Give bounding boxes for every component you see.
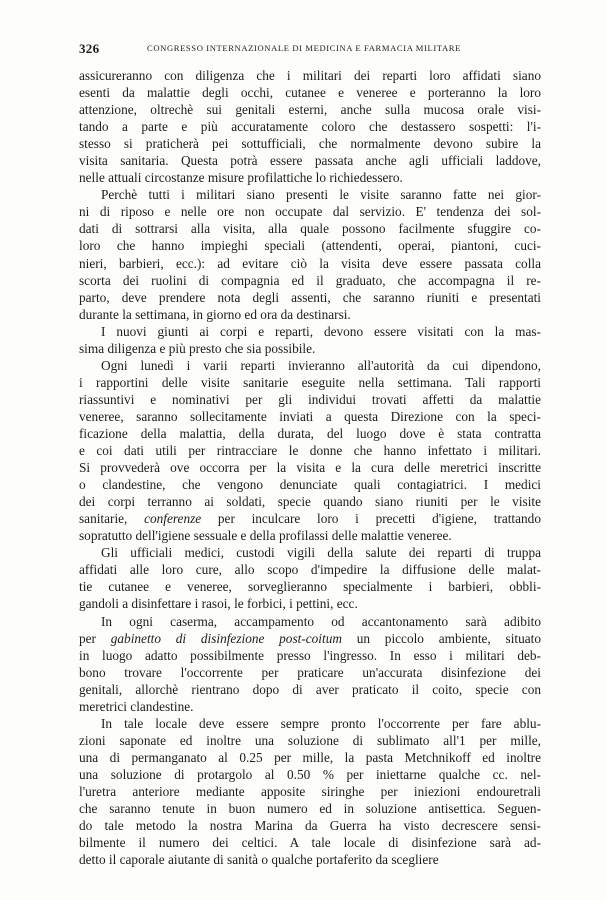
- paragraph: [79, 544, 541, 612]
- text-line: In tale locale deve essere sempre pronto l'occorrente per fare ablu-: [101, 715, 541, 731]
- text-line: bono trovare l'occorrente per praticare un'accurata disinfezione dei: [79, 664, 541, 680]
- text-line: o clandestine, che vengono denunciate quali contagiatrici. I medici: [79, 477, 541, 493]
- paragraph: [79, 186, 541, 322]
- text-line: assicureranno con diligenza che i militari dei reparti loro affidati siano: [79, 68, 541, 83]
- text-line: dati di sottrarsi alla visita, alla quale possono facilmente sfuggire co-: [79, 221, 541, 237]
- text-line: bilmente il numero dei celtici. A tale locale di disinfezione sarà ad-: [79, 835, 541, 851]
- text-line: sanitarie, conferenze per inculcare loro i precetti d'igiene, trattando: [79, 511, 541, 527]
- text-line: Si provvederà ove occorra per la visita e la cura delle meretrici inscritte: [79, 460, 541, 476]
- paragraph: [79, 357, 541, 545]
- paragraph: [79, 715, 541, 868]
- text-line: e coi dati utili per rintracciare le donne che hanno infettato i militari.: [79, 443, 541, 459]
- text-line: loro che hanno impieghi speciali (attendenti, operai, piantoni, cuci-: [79, 238, 541, 254]
- text-line: affidati alle loro cure, allo scopo d'impedire la diffusione delle malat-: [79, 562, 541, 578]
- text-line: i rapportini delle visite sanitarie eseguite nella settimana. Tali rapporti: [79, 374, 541, 390]
- text-line: zioni saponate ed inoltre una soluzione di sublimato all'1 per mille,: [79, 732, 541, 748]
- text-line: che saranno tenute in buon numero ed in soluzione antisettica. Seguen-: [79, 801, 541, 817]
- text-line: dei corpi terranno ai soldati, specie quando siano riuniti per le visite: [79, 494, 541, 510]
- text-line: detto il caporale aiutante di sanità o qualche portaferito da scegliere: [79, 852, 439, 868]
- text-line: I nuovi giunti ai corpi e reparti, devono essere visitati con la mas-: [101, 323, 541, 339]
- text-line: gandoli a disinfettare i rasoi, le forbici, i pettini, ecc.: [79, 596, 358, 612]
- text-line: una soluzione di protargolo al 0.50 % per iniettarne qualche cc. nel-: [79, 766, 541, 782]
- text-line: ni di riposo e nelle ore non occupate dal servizio. E' tendenza dei sol-: [79, 204, 541, 220]
- text-line: parto, deve prendere nota degli assenti, che saranno riuniti e presentati: [79, 289, 541, 305]
- paragraph: [79, 613, 541, 715]
- text-line: sopratutto dell'igiene sessuale e della profilassi delle malattie veneree.: [79, 528, 452, 544]
- text-line: l'uretra anteriore mediante apposite siringhe per iniezioni endouretrali: [79, 783, 541, 799]
- text-line: scorta dei ruolini di compagnia ed il graduato, che accompagna il re-: [79, 272, 541, 288]
- body-text: [79, 67, 541, 868]
- text-line: sima diligenza e più presto che sia possibile.: [79, 340, 316, 356]
- text-line: attenzione, oltrechè sui genitali esterni, anche sulla mucosa orale visi-: [79, 102, 541, 118]
- text-line: genitali, allorchè rientrano dopo di aver praticato il coito, specie con: [79, 681, 541, 697]
- page-number: 326: [79, 41, 100, 56]
- running-title: CONGRESSO INTERNAZIONALE DI MEDICINA E FARMACIA MILITARE: [147, 43, 461, 53]
- text-line: una di permanganato al 0.25 per mille, la pasta Metchnikoff ed inoltre: [79, 749, 541, 765]
- text-line: Ogni lunedì i varii reparti invieranno all'autorità da cui dipendono,: [101, 357, 541, 373]
- text-line: Gli ufficiali medici, custodi vigili della salute dei reparti di truppa: [101, 545, 541, 561]
- running-head: [79, 41, 541, 57]
- text-line: Perchè tutti i militari siano presenti le visite saranno fatte nei gior-: [101, 187, 541, 203]
- text-line: visita sanitaria. Questa potrà essere passata anche agli ufficiali laddove,: [79, 153, 541, 169]
- paragraph: [79, 323, 541, 357]
- text-line: meretrici clandestine.: [79, 698, 194, 714]
- text-line: durante la settimana, in giorno ed ora da destinarsi.: [79, 306, 351, 322]
- text-line: riassuntivi e nominativi per gli individui trovati affetti da malattie: [79, 391, 541, 407]
- text-line: ficazione della malattia, della durata, del luogo dove è stata contratta: [79, 425, 541, 441]
- text-line: esenti da malattie degli occhi, cutanee e veneree e porteranno la loro: [79, 85, 541, 101]
- text-line: per gabinetto di disinfezione post-coitum un piccolo ambiente, situato: [79, 630, 541, 646]
- italic-phrase: gabinetto di disinfezione post-coitum: [110, 630, 342, 646]
- text-line: nieri, barbieri, ecc.): ad evitare ciò la visita deve essere passata colla: [79, 255, 541, 271]
- text-line: tando a parte e più accuratamente coloro che destassero sospetti: l'i-: [79, 119, 541, 135]
- paragraph: [79, 67, 541, 186]
- text-line: do tale metodo la nostra Marina da Guerra ha visto decrescere sensi-: [79, 818, 541, 834]
- text-line: veneree, saranno sollecitamente inviati a questa Direzione con la speci-: [79, 408, 541, 424]
- text-line: in luogo adatto possibilmente presso l'ingresso. In esso i militari deb-: [79, 647, 541, 663]
- text-line: In ogni caserma, accampamento od accantonamento sarà adibito: [101, 613, 541, 629]
- text-line: stesso si praticherà pei sottufficiali, che normalmente devono subire la: [79, 136, 541, 152]
- text-line: nelle attuali circostanze misure profilattiche lo richiedessero.: [79, 170, 403, 186]
- text-line: tie cutanee e veneree, sorveglieranno specialmente i barbieri, obbli-: [79, 579, 541, 595]
- italic-phrase: conferenze: [144, 511, 202, 527]
